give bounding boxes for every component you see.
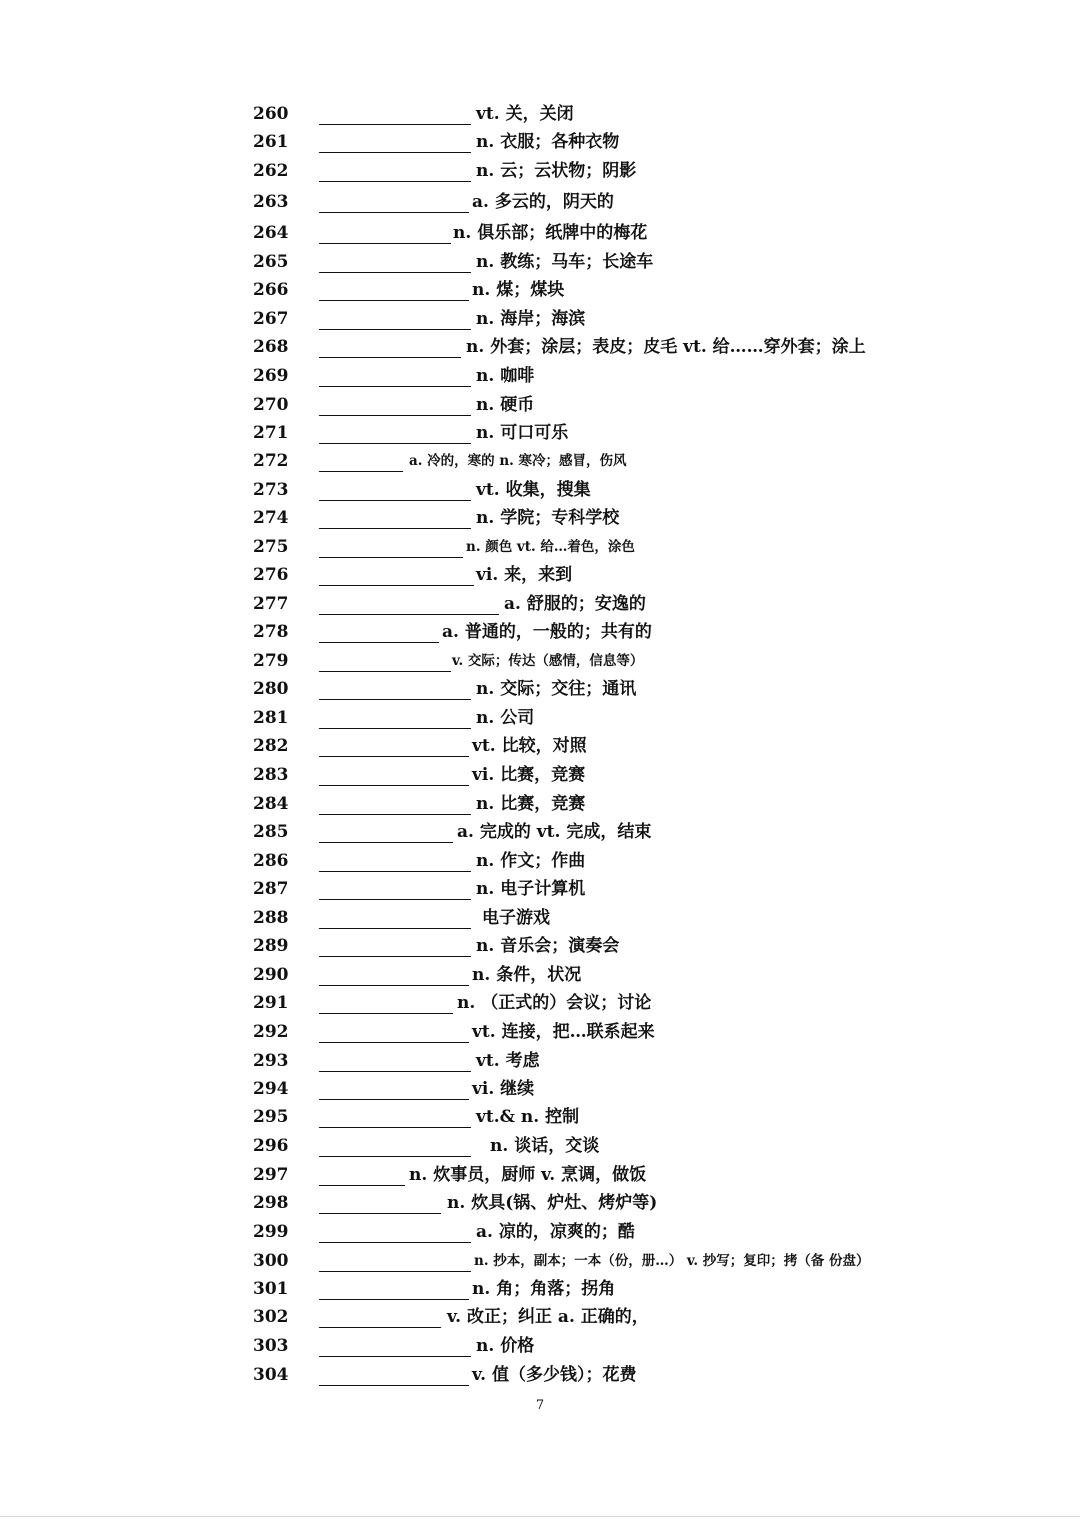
- entry-definition: v. 值（多少钱）；花费: [472, 1365, 637, 1385]
- entry-definition: n. 教练；马车；长途车: [476, 252, 654, 272]
- entry-definition: n. 作文；作曲: [476, 851, 586, 871]
- vocab-entry-283: [0, 760, 1080, 788]
- answer-blank: [319, 152, 471, 153]
- answer-blank: [319, 1327, 441, 1328]
- entry-number: 282: [253, 736, 289, 756]
- entry-number: 280: [253, 679, 289, 699]
- vocab-entry-301: [0, 1274, 1080, 1302]
- entry-definition: n. 条件，状况: [472, 965, 582, 985]
- entry-number: 288: [253, 908, 289, 928]
- answer-blank: [319, 386, 471, 387]
- entry-definition: n. 可口可乐: [476, 423, 569, 443]
- answer-blank: [319, 181, 471, 182]
- entry-number: 289: [253, 936, 289, 956]
- entry-number: 277: [253, 594, 289, 614]
- vocab-entry-281: [0, 703, 1080, 731]
- entry-definition: n. （正式的）会议；讨论: [457, 993, 652, 1013]
- entry-number: 279: [253, 651, 289, 671]
- vocab-entry-266: [0, 275, 1080, 303]
- answer-blank: [319, 1271, 471, 1272]
- entry-definition: n. 交际；交往；通讯: [476, 679, 637, 699]
- entry-number: 302: [253, 1307, 289, 1327]
- vocab-entry-262: [0, 156, 1080, 184]
- page-number: 7: [535, 1398, 545, 1413]
- entry-definition: vt. 比较，对照: [472, 736, 587, 756]
- vocab-entry-298: [0, 1188, 1080, 1216]
- vocab-entry-268: [0, 332, 1080, 360]
- entry-definition: 电子游戏: [482, 908, 550, 928]
- vocab-entry-274: [0, 503, 1080, 531]
- entry-definition: vt. 关，关闭: [476, 104, 574, 124]
- answer-blank: [319, 1127, 471, 1128]
- answer-blank: [319, 272, 471, 273]
- entry-number: 271: [253, 423, 289, 443]
- entry-definition: a. 普通的，一般的；共有的: [442, 622, 652, 642]
- entry-definition: v. 交际；传达（感情，信息等）: [452, 653, 644, 669]
- vocab-entry-302: [0, 1302, 1080, 1330]
- answer-blank: [319, 1213, 441, 1214]
- entry-definition: vi. 来，来到: [476, 565, 573, 585]
- entry-number: 296: [253, 1136, 289, 1156]
- vocab-entry-270: [0, 390, 1080, 418]
- answer-blank: [319, 528, 471, 529]
- vocab-entry-279: [0, 646, 1080, 674]
- entry-definition: n. 云；云状物；阴影: [476, 161, 637, 181]
- entry-definition: a. 舒服的；安逸的: [504, 594, 646, 614]
- answer-blank: [319, 614, 499, 615]
- answer-blank: [319, 243, 451, 244]
- answer-blank: [319, 671, 451, 672]
- vocab-entry-288: [0, 903, 1080, 931]
- answer-blank: [319, 443, 471, 444]
- entry-number: 275: [253, 537, 289, 557]
- entry-number: 268: [253, 337, 289, 357]
- entry-number: 293: [253, 1051, 289, 1071]
- entry-number: 287: [253, 879, 289, 899]
- entry-definition: n. 煤；煤块: [472, 280, 565, 300]
- answer-blank: [319, 557, 463, 558]
- vocab-entry-304: [0, 1360, 1080, 1388]
- vocab-entry-299: [0, 1217, 1080, 1245]
- answer-blank: [319, 500, 471, 501]
- answer-blank: [319, 471, 403, 472]
- entry-definition: a. 凉的，凉爽的；酷: [476, 1222, 635, 1242]
- entry-definition: n. 炊具(锅、炉灶、烤炉等): [447, 1193, 658, 1213]
- entry-number: 290: [253, 965, 289, 985]
- answer-blank: [319, 842, 453, 843]
- vocab-entry-296: [0, 1131, 1080, 1159]
- entry-number: 295: [253, 1107, 289, 1127]
- entry-definition: a. 多云的，阴天的: [472, 192, 614, 212]
- answer-blank: [319, 1356, 471, 1357]
- entry-number: 260: [253, 104, 289, 124]
- answer-blank: [319, 300, 469, 301]
- vocab-entry-297: [0, 1160, 1080, 1188]
- entry-number: 294: [253, 1079, 289, 1099]
- entry-number: 261: [253, 132, 289, 152]
- vocab-entry-285: [0, 817, 1080, 845]
- vocab-entry-295: [0, 1102, 1080, 1130]
- entry-number: 278: [253, 622, 289, 642]
- vocab-entry-300: [0, 1246, 1080, 1274]
- vocab-entry-282: [0, 731, 1080, 759]
- answer-blank: [319, 212, 469, 213]
- answer-blank: [319, 1071, 471, 1072]
- vocab-entry-303: [0, 1331, 1080, 1359]
- entry-definition: n. 角；角落；拐角: [472, 1279, 616, 1299]
- answer-blank: [319, 1013, 453, 1014]
- answer-blank: [319, 642, 439, 643]
- answer-blank: [319, 1099, 469, 1100]
- answer-blank: [319, 928, 471, 929]
- answer-blank: [319, 585, 474, 586]
- entry-definition: n. 硬币: [476, 395, 535, 415]
- vocab-entry-277: [0, 589, 1080, 617]
- entry-number: 301: [253, 1279, 289, 1299]
- vocab-entry-292: [0, 1017, 1080, 1045]
- entry-number: 283: [253, 765, 289, 785]
- entry-definition: n. 学院；专科学校: [476, 508, 620, 528]
- entry-number: 291: [253, 993, 289, 1013]
- vocab-entry-293: [0, 1046, 1080, 1074]
- entry-definition: n. 炊事员，厨师 v. 烹调，做饭: [409, 1165, 647, 1185]
- answer-blank: [319, 728, 471, 729]
- entry-number: 273: [253, 480, 289, 500]
- entry-definition: n. 外套；涂层；表皮；皮毛 vt. 给……穿外套；涂上: [466, 337, 866, 357]
- vocab-entry-276: [0, 560, 1080, 588]
- vocab-entry-291: [0, 988, 1080, 1016]
- entry-number: 274: [253, 508, 289, 528]
- entry-number: 263: [253, 192, 289, 212]
- vocab-entry-261: [0, 127, 1080, 155]
- vocab-entry-260: [0, 99, 1080, 127]
- answer-blank: [319, 124, 471, 125]
- vocab-entry-290: [0, 960, 1080, 988]
- entry-definition: vi. 比赛，竞赛: [472, 765, 586, 785]
- answer-blank: [319, 415, 471, 416]
- answer-blank: [319, 985, 469, 986]
- answer-blank: [319, 699, 471, 700]
- entry-definition: vt. 连接，把…联系起来: [472, 1022, 655, 1042]
- footer-divider: [0, 1516, 1080, 1517]
- vocab-entry-280: [0, 674, 1080, 702]
- entry-number: 265: [253, 252, 289, 272]
- entry-number: 264: [253, 223, 289, 243]
- answer-blank: [319, 871, 471, 872]
- vocab-entry-275: [0, 532, 1080, 560]
- entry-number: 262: [253, 161, 289, 181]
- answer-blank: [319, 956, 471, 957]
- vocab-entry-294: [0, 1074, 1080, 1102]
- vocab-entry-286: [0, 846, 1080, 874]
- entry-definition: a. 冷的，寒的 n. 寒冷；感冒，伤风: [409, 453, 627, 469]
- entry-definition: n. 俱乐部；纸牌中的梅花: [453, 223, 648, 243]
- entry-definition: vt. 收集，搜集: [476, 480, 591, 500]
- vocab-entry-271: [0, 418, 1080, 446]
- entry-definition: n. 比赛，竞赛: [476, 794, 586, 814]
- entry-definition: n. 价格: [476, 1336, 535, 1356]
- answer-blank: [319, 814, 471, 815]
- entry-number: 298: [253, 1193, 289, 1213]
- entry-definition: vt. 考虑: [476, 1051, 540, 1071]
- entry-number: 292: [253, 1022, 289, 1042]
- entry-definition: v. 改正；纠正 a. 正确的，: [447, 1307, 649, 1327]
- entry-number: 286: [253, 851, 289, 871]
- entry-definition: vt.& n. 控制: [476, 1107, 580, 1127]
- answer-blank: [319, 1185, 405, 1186]
- entry-definition: n. 公司: [476, 708, 535, 728]
- entry-definition: n. 抄本，副本；一本（份，册…） v. 抄写；复印；拷（备 份盘）: [474, 1253, 870, 1269]
- entry-number: 276: [253, 565, 289, 585]
- answer-blank: [319, 357, 461, 358]
- entry-definition: n. 咖啡: [476, 366, 535, 386]
- vocab-entry-269: [0, 361, 1080, 389]
- answer-blank: [319, 1299, 469, 1300]
- entry-number: 285: [253, 822, 289, 842]
- answer-blank: [319, 1242, 471, 1243]
- vocab-entry-273: [0, 475, 1080, 503]
- vocab-entry-265: [0, 247, 1080, 275]
- vocab-entry-264: [0, 218, 1080, 246]
- answer-blank: [319, 329, 471, 330]
- entry-definition: n. 电子计算机: [476, 879, 586, 899]
- entry-number: 299: [253, 1222, 289, 1242]
- entry-definition: n. 颜色 vt. 给…着色，涂色: [466, 539, 635, 555]
- entry-number: 272: [253, 451, 289, 471]
- vocab-entry-278: [0, 617, 1080, 645]
- answer-blank: [319, 1385, 469, 1386]
- vocab-entry-289: [0, 931, 1080, 959]
- vocab-entry-267: [0, 304, 1080, 332]
- entry-definition: vi. 继续: [472, 1079, 535, 1099]
- entry-number: 269: [253, 366, 289, 386]
- entry-number: 300: [253, 1251, 289, 1271]
- answer-blank: [319, 756, 469, 757]
- vocab-entry-287: [0, 874, 1080, 902]
- entry-number: 267: [253, 309, 289, 329]
- entry-number: 284: [253, 794, 289, 814]
- entry-definition: a. 完成的 vt. 完成，结束: [457, 822, 652, 842]
- answer-blank: [319, 899, 471, 900]
- vocab-entry-284: [0, 789, 1080, 817]
- entry-number: 303: [253, 1336, 289, 1356]
- entry-number: 281: [253, 708, 289, 728]
- answer-blank: [319, 1042, 469, 1043]
- entry-definition: n. 音乐会；演奏会: [476, 936, 620, 956]
- entry-definition: n. 谈话，交谈: [490, 1136, 600, 1156]
- answer-blank: [319, 1156, 471, 1157]
- entry-number: 297: [253, 1165, 289, 1185]
- answer-blank: [319, 785, 469, 786]
- entry-number: 266: [253, 280, 289, 300]
- entry-number: 304: [253, 1365, 289, 1385]
- vocab-entry-263: [0, 187, 1080, 215]
- entry-definition: n. 衣服；各种衣物: [476, 132, 620, 152]
- entry-number: 270: [253, 395, 289, 415]
- vocab-entry-272: [0, 446, 1080, 474]
- entry-definition: n. 海岸；海滨: [476, 309, 586, 329]
